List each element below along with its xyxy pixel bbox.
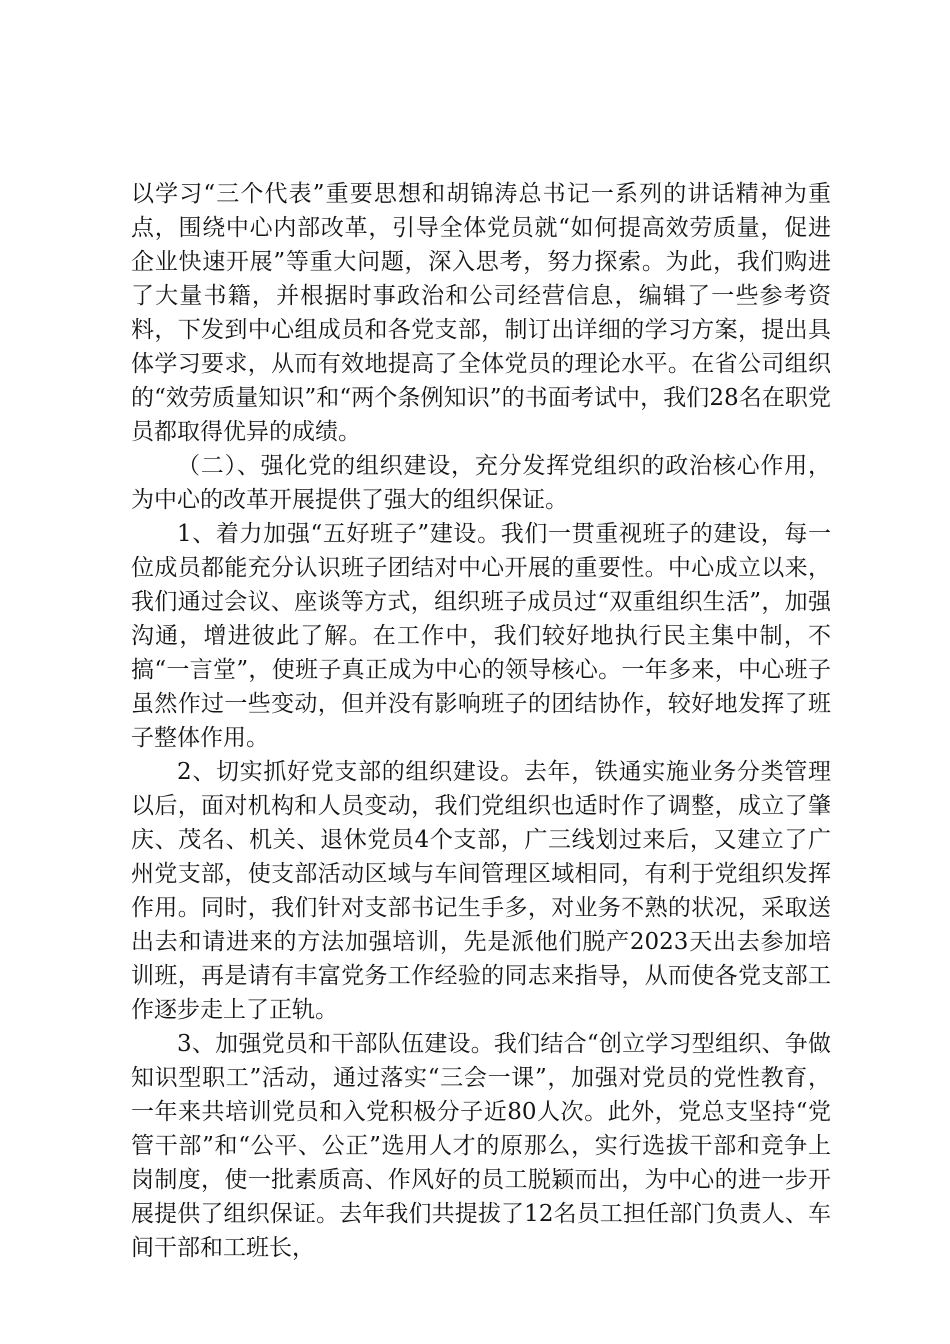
paragraph-study-theory: 以学习“三个代表”重要思想和胡锦涛总书记一系列的讲话精神为重点，围绕中心内部改革，引导全体党员就“如何提高效劳质量，促进企业快速开展”等重大问题，深入思考，努力探索。为此，我们购进了大量书籍，并根据时事政治和公司经营信息，编辑了一些参考资料，下发到中心组成员和各党支部，制订出详细的学习方案，提出具体学习要求，从而有效地提高了全体党员的理论水平。在省公司组织的“效劳质量知识”和“两个条例知识”的书面考试中，我们28名在职党员都取得优异的成绩。 bbox=[131, 181, 831, 445]
paragraph-item-3: 3、加强党员和干部队伍建设。我们结合“创立学习型组织、争做知识型职工”活动，通过落实“三会一课”，加强对党员的党性教育，一年来共培训党员和入党积极分子近80人次。此外，党总支坚持“党管干部”和“公平、公正”选用人才的原那么，实行选拔干部和竞争上岗制度，使一批素质高、作风好的员工脱颖而出，为中心的进一步开展提供了组织保证。去年我们共提拔了12名员工担任部门负责人、车间干部和工班长， bbox=[131, 1031, 831, 1261]
paragraph-section-two-heading: （二）、强化党的组织建设，充分发挥党组织的政治核心作用，为中心的改革开展提供了强大的组织保证。 bbox=[131, 453, 831, 513]
paragraph-item-1: 1、着力加强“五好班子”建设。我们一贯重视班子的建设，每一位成员都能充分认识班子团结对中心开展的重要性。中心成立以来，我们通过会议、座谈等方式，组织班子成员过“双重组织生活”，加强沟通，增进彼此了解。在工作中，我们较好地执行民主集中制，不搞“一言堂”，使班子真正成为中心的领导核心。一年多来，中心班子虽然作过一些变动，但并没有影响班子的团结协作，较好地发挥了班子整体作用。 bbox=[131, 521, 831, 751]
paragraph-item-2: 2、切实抓好党支部的组织建设。去年，铁通实施业务分类管理以后，面对机构和人员变动，我们党组织也适时作了调整，成立了肇庆、茂名、机关、退休党员4个支部，广三线划过来后，又建立了广州党支部，使支部活动区域与车间管理区域相同，有利于党组织发挥作用。同时，我们针对支部书记生手多，对业务不熟的状况，采取送出去和请进来的方法加强培训，先是派他们脱产2023天出去参加培训班，再是请有丰富党务工作经验的同志来指导，从而使各党支部工作逐步走上了正轨。 bbox=[131, 759, 831, 1023]
document-body bbox=[131, 177, 831, 1265]
